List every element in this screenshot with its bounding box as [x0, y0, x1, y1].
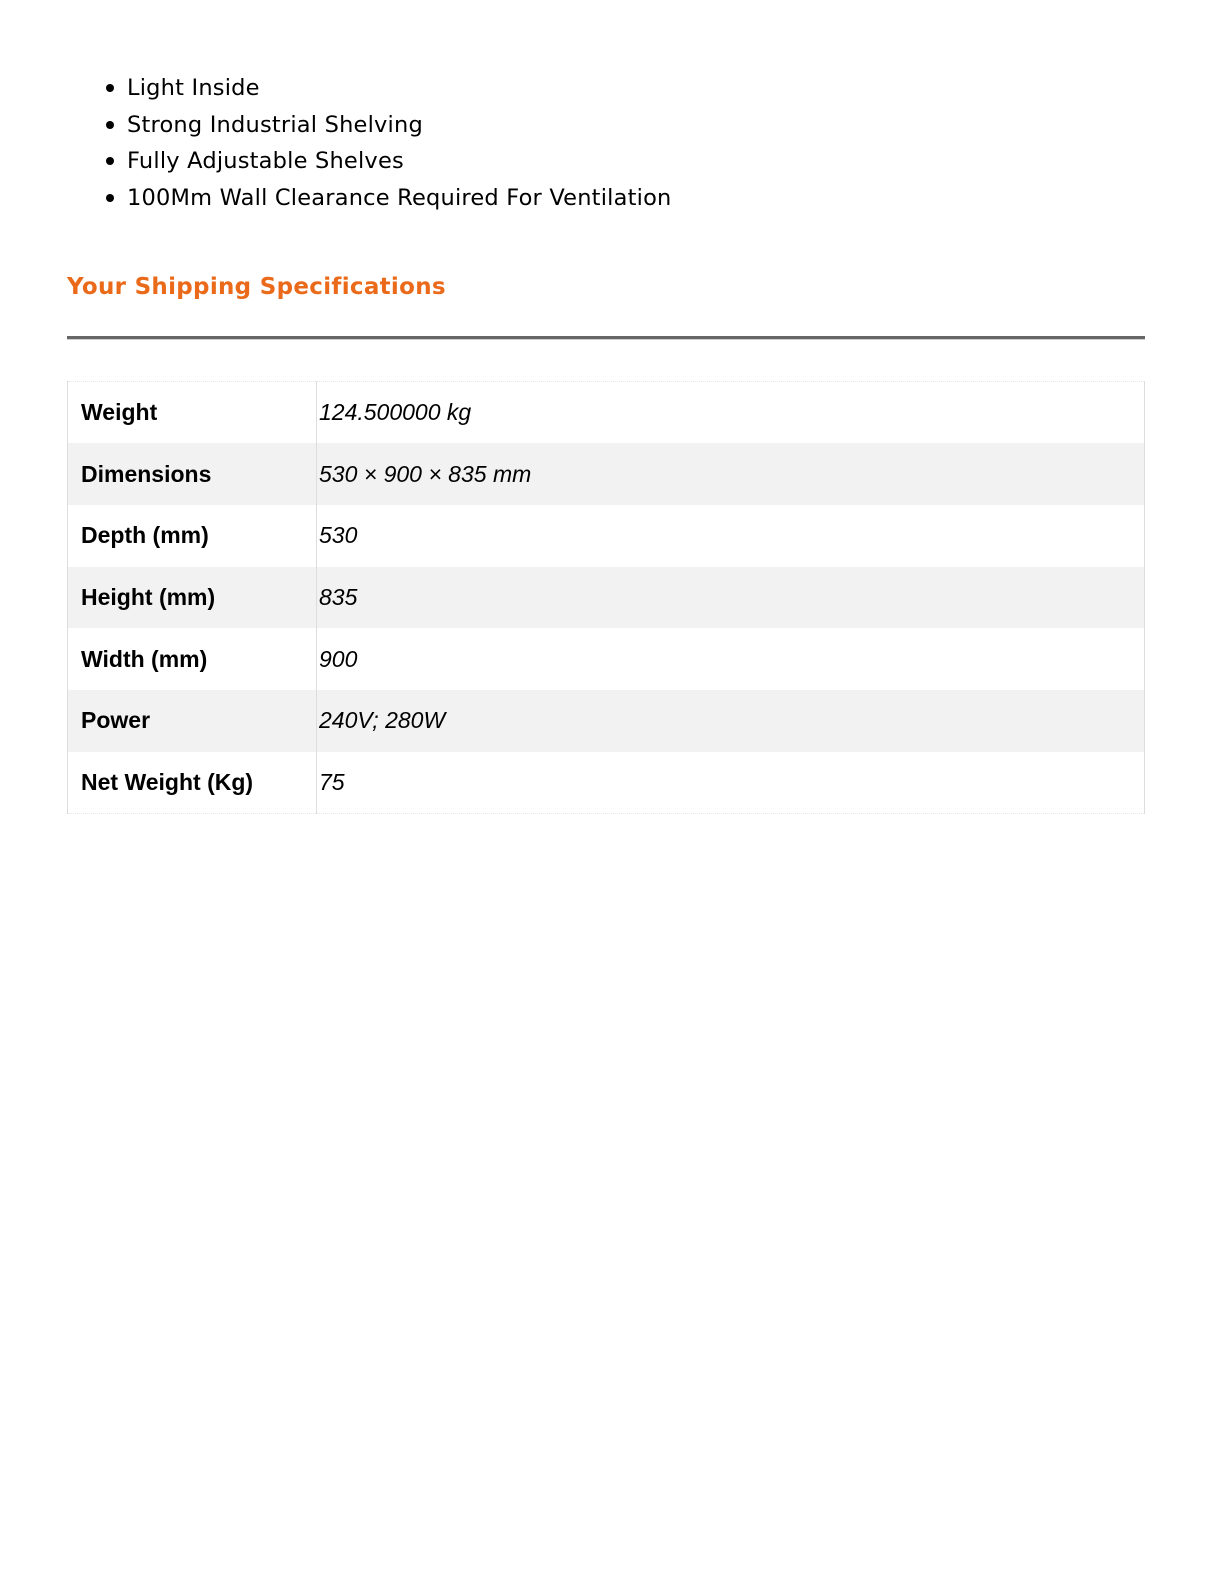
table-row: [68, 567, 1145, 629]
table-row: [68, 752, 1145, 814]
section-title: Your Shipping Specifications: [67, 274, 446, 300]
shipping-spec-table: [67, 381, 1145, 814]
bullet-icon: [106, 194, 114, 202]
section-divider: [67, 336, 1145, 340]
bullet-icon: [106, 157, 114, 165]
spec-value: 530: [319, 522, 358, 549]
table-row: [68, 443, 1145, 505]
feature-text: 100Mm Wall Clearance Required For Ventilation: [127, 184, 672, 211]
spec-label: Net Weight (Kg): [68, 752, 317, 814]
spec-value: 530 × 900 × 835 mm: [319, 460, 532, 487]
spec-value: 900: [319, 645, 358, 672]
spec-value: 75: [319, 768, 345, 795]
spec-value: 835: [319, 583, 358, 610]
table-row: [68, 505, 1145, 567]
table-row: [68, 628, 1145, 690]
feature-item: [127, 70, 672, 107]
spec-label: Weight: [68, 382, 317, 444]
table-row: [68, 382, 1145, 444]
feature-item: [127, 107, 672, 144]
feature-list: [127, 70, 672, 216]
spec-label: Power: [68, 690, 317, 752]
feature-text: Light Inside: [127, 75, 260, 101]
spec-label: Width (mm): [68, 628, 317, 690]
spec-value: 124.500000 kg: [319, 399, 472, 426]
feature-item: [127, 180, 672, 217]
spec-label: Depth (mm): [68, 505, 317, 567]
spec-value: 240V; 280W: [319, 707, 446, 734]
feature-item: [127, 143, 672, 180]
spec-label: Height (mm): [68, 567, 317, 629]
feature-text: Strong Industrial Shelving: [127, 111, 423, 138]
bullet-icon: [106, 84, 114, 92]
table-row: [68, 690, 1145, 752]
feature-text: Fully Adjustable Shelves: [127, 148, 404, 174]
spec-label: Dimensions: [68, 443, 317, 505]
bullet-icon: [106, 121, 114, 129]
